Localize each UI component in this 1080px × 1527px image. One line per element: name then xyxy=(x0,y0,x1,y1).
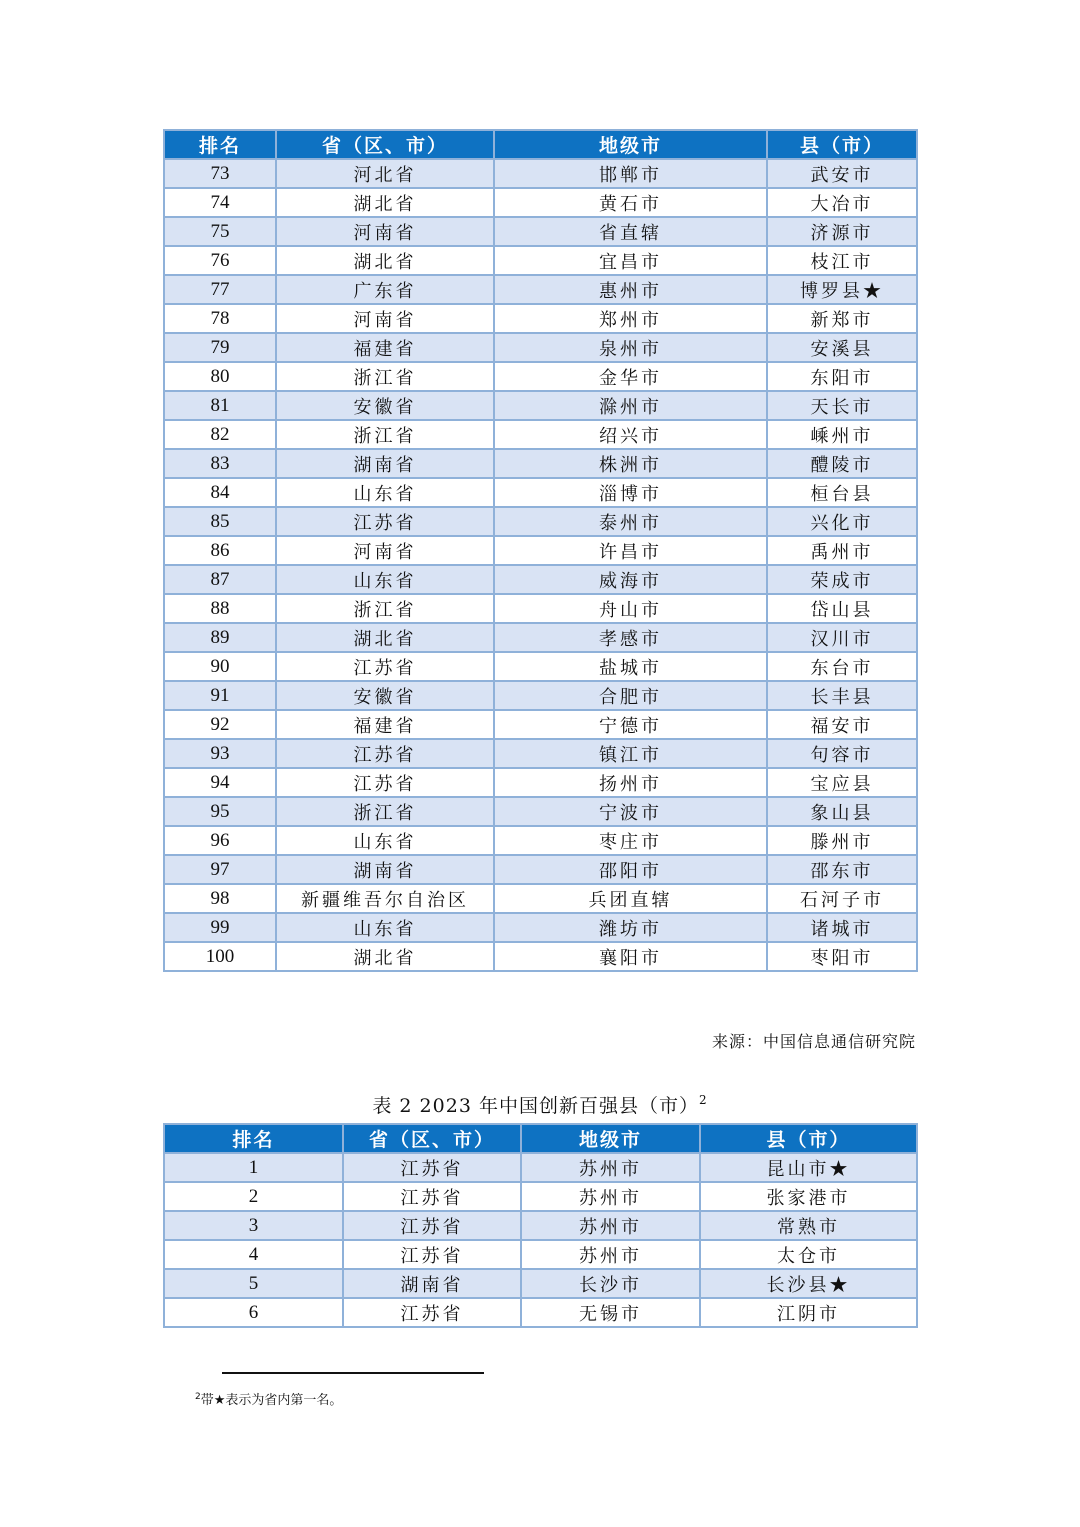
province-cell: 河南省 xyxy=(276,536,494,565)
county-cell: 枣阳市 xyxy=(767,942,917,971)
table-row xyxy=(164,1298,917,1327)
rank-cell: 6 xyxy=(164,1298,343,1327)
county-cell: 济源市 xyxy=(767,217,917,246)
table-row xyxy=(164,855,917,884)
footnote-marker: 2 xyxy=(195,1392,201,1402)
header-county: 县（市） xyxy=(767,130,917,159)
province-cell: 湖北省 xyxy=(276,942,494,971)
county-cell: 新郑市 xyxy=(767,304,917,333)
prefecture-city-cell: 兵团直辖 xyxy=(494,884,767,913)
prefecture-city-cell: 宁德市 xyxy=(494,710,767,739)
prefecture-city-cell: 合肥市 xyxy=(494,681,767,710)
rank-cell: 96 xyxy=(164,826,276,855)
prefecture-city-cell: 苏州市 xyxy=(521,1182,700,1211)
table-row xyxy=(164,333,917,362)
table-row xyxy=(164,420,917,449)
prefecture-city-cell: 滁州市 xyxy=(494,391,767,420)
province-cell: 湖南省 xyxy=(276,449,494,478)
rank-cell: 86 xyxy=(164,536,276,565)
header-rank: 排名 xyxy=(164,130,276,159)
prefecture-city-cell: 省直辖 xyxy=(494,217,767,246)
table-row xyxy=(164,391,917,420)
source-note: 来源：中国信息通信研究院 xyxy=(711,1032,916,1051)
prefecture-city-cell: 扬州市 xyxy=(494,768,767,797)
county-cell: 长沙县★ xyxy=(700,1269,917,1298)
table-row xyxy=(164,942,917,971)
province-cell: 湖北省 xyxy=(276,246,494,275)
province-cell: 河南省 xyxy=(276,304,494,333)
footnote-text: 带★表示为省内第一名。 xyxy=(200,1393,343,1408)
province-cell: 湖北省 xyxy=(276,623,494,652)
county-cell: 邵东市 xyxy=(767,855,917,884)
table-row xyxy=(164,246,917,275)
prefecture-city-cell: 苏州市 xyxy=(521,1153,700,1182)
county-cell: 福安市 xyxy=(767,710,917,739)
county-ranking-table-73-100 xyxy=(163,129,918,972)
table-header-row xyxy=(164,130,917,159)
table-row xyxy=(164,362,917,391)
prefecture-city-cell: 威海市 xyxy=(494,565,767,594)
prefecture-city-cell: 无锡市 xyxy=(521,1298,700,1327)
province-cell: 山东省 xyxy=(276,478,494,507)
rank-cell: 84 xyxy=(164,478,276,507)
table-row xyxy=(164,1240,917,1269)
prefecture-city-cell: 长沙市 xyxy=(521,1269,700,1298)
county-cell: 兴化市 xyxy=(767,507,917,536)
prefecture-city-cell: 盐城市 xyxy=(494,652,767,681)
prefecture-city-cell: 襄阳市 xyxy=(494,942,767,971)
table-row xyxy=(164,1153,917,1182)
county-cell: 天长市 xyxy=(767,391,917,420)
prefecture-city-cell: 金华市 xyxy=(494,362,767,391)
table-row xyxy=(164,768,917,797)
province-cell: 浙江省 xyxy=(276,594,494,623)
province-cell: 江苏省 xyxy=(343,1211,521,1240)
county-cell: 枝江市 xyxy=(767,246,917,275)
province-cell: 江苏省 xyxy=(276,739,494,768)
rank-cell: 75 xyxy=(164,217,276,246)
rank-cell: 3 xyxy=(164,1211,343,1240)
rank-cell: 94 xyxy=(164,768,276,797)
province-cell: 浙江省 xyxy=(276,420,494,449)
table-row xyxy=(164,884,917,913)
prefecture-city-cell: 舟山市 xyxy=(494,594,767,623)
table-row xyxy=(164,681,917,710)
rank-cell: 88 xyxy=(164,594,276,623)
rank-cell: 78 xyxy=(164,304,276,333)
county-cell: 博罗县★ xyxy=(767,275,917,304)
table-row xyxy=(164,536,917,565)
province-cell: 湖北省 xyxy=(276,188,494,217)
province-cell: 河南省 xyxy=(276,217,494,246)
rank-cell: 91 xyxy=(164,681,276,710)
rank-cell: 100 xyxy=(164,942,276,971)
rank-cell: 89 xyxy=(164,623,276,652)
rank-cell: 73 xyxy=(164,159,276,188)
header-province: 省（区、市） xyxy=(276,130,494,159)
rank-cell: 97 xyxy=(164,855,276,884)
table-row xyxy=(164,449,917,478)
province-cell: 江苏省 xyxy=(343,1182,521,1211)
province-cell: 广东省 xyxy=(276,275,494,304)
rank-cell: 77 xyxy=(164,275,276,304)
rank-cell: 92 xyxy=(164,710,276,739)
header-province: 省（区、市） xyxy=(343,1124,521,1153)
county-cell: 长丰县 xyxy=(767,681,917,710)
rank-cell: 79 xyxy=(164,333,276,362)
prefecture-city-cell: 泰州市 xyxy=(494,507,767,536)
province-cell: 安徽省 xyxy=(276,681,494,710)
footnote xyxy=(195,1389,342,1408)
province-cell: 河北省 xyxy=(276,159,494,188)
prefecture-city-cell: 潍坊市 xyxy=(494,913,767,942)
table-row xyxy=(164,652,917,681)
county-cell: 滕州市 xyxy=(767,826,917,855)
province-cell: 新疆维吾尔自治区 xyxy=(276,884,494,913)
province-cell: 湖南省 xyxy=(343,1269,521,1298)
table-row xyxy=(164,507,917,536)
table-row xyxy=(164,304,917,333)
rank-cell: 95 xyxy=(164,797,276,826)
county-cell: 汉川市 xyxy=(767,623,917,652)
rank-cell: 82 xyxy=(164,420,276,449)
prefecture-city-cell: 郑州市 xyxy=(494,304,767,333)
county-cell: 江阴市 xyxy=(700,1298,917,1327)
prefecture-city-cell: 宜昌市 xyxy=(494,246,767,275)
rank-cell: 4 xyxy=(164,1240,343,1269)
province-cell: 江苏省 xyxy=(343,1240,521,1269)
table-row xyxy=(164,913,917,942)
prefecture-city-cell: 邯郸市 xyxy=(494,159,767,188)
rank-cell: 74 xyxy=(164,188,276,217)
prefecture-city-cell: 苏州市 xyxy=(521,1211,700,1240)
table-row xyxy=(164,710,917,739)
rank-cell: 5 xyxy=(164,1269,343,1298)
rank-cell: 87 xyxy=(164,565,276,594)
county-cell: 宝应县 xyxy=(767,768,917,797)
province-cell: 福建省 xyxy=(276,710,494,739)
table-row xyxy=(164,1269,917,1298)
province-cell: 江苏省 xyxy=(276,507,494,536)
province-cell: 山东省 xyxy=(276,565,494,594)
county-cell: 象山县 xyxy=(767,797,917,826)
province-cell: 山东省 xyxy=(276,826,494,855)
rank-cell: 85 xyxy=(164,507,276,536)
county-cell: 大冶市 xyxy=(767,188,917,217)
county-cell: 安溪县 xyxy=(767,333,917,362)
header-prefecture-city: 地级市 xyxy=(494,130,767,159)
prefecture-city-cell: 绍兴市 xyxy=(494,420,767,449)
province-cell: 浙江省 xyxy=(276,362,494,391)
rank-cell: 2 xyxy=(164,1182,343,1211)
province-cell: 浙江省 xyxy=(276,797,494,826)
prefecture-city-cell: 邵阳市 xyxy=(494,855,767,884)
county-cell: 武安市 xyxy=(767,159,917,188)
table-row xyxy=(164,594,917,623)
prefecture-city-cell: 黄石市 xyxy=(494,188,767,217)
prefecture-city-cell: 淄博市 xyxy=(494,478,767,507)
county-cell: 昆山市★ xyxy=(700,1153,917,1182)
prefecture-city-cell: 许昌市 xyxy=(494,536,767,565)
rank-cell: 93 xyxy=(164,739,276,768)
county-cell: 石河子市 xyxy=(767,884,917,913)
caption-text: 表 2 2023 年中国创新百强县（市） xyxy=(372,1095,699,1117)
table-row xyxy=(164,275,917,304)
county-cell: 嵊州市 xyxy=(767,420,917,449)
prefecture-city-cell: 孝感市 xyxy=(494,623,767,652)
header-prefecture-city: 地级市 xyxy=(521,1124,700,1153)
rank-cell: 83 xyxy=(164,449,276,478)
county-cell: 常熟市 xyxy=(700,1211,917,1240)
table-row xyxy=(164,159,917,188)
prefecture-city-cell: 株洲市 xyxy=(494,449,767,478)
county-ranking-table-1-6 xyxy=(163,1123,918,1328)
province-cell: 湖南省 xyxy=(276,855,494,884)
county-cell: 张家港市 xyxy=(700,1182,917,1211)
county-cell: 岱山县 xyxy=(767,594,917,623)
county-cell: 荣成市 xyxy=(767,565,917,594)
table-row xyxy=(164,565,917,594)
county-cell: 禹州市 xyxy=(767,536,917,565)
prefecture-city-cell: 宁波市 xyxy=(494,797,767,826)
header-county: 县（市） xyxy=(700,1124,917,1153)
table-row xyxy=(164,1182,917,1211)
rank-cell: 1 xyxy=(164,1153,343,1182)
table-caption xyxy=(0,1091,1080,1118)
county-cell: 太仓市 xyxy=(700,1240,917,1269)
table-header-row xyxy=(164,1124,917,1153)
table-row xyxy=(164,623,917,652)
province-cell: 江苏省 xyxy=(343,1153,521,1182)
county-cell: 诸城市 xyxy=(767,913,917,942)
table-row xyxy=(164,478,917,507)
province-cell: 山东省 xyxy=(276,913,494,942)
table-row xyxy=(164,1211,917,1240)
rank-cell: 80 xyxy=(164,362,276,391)
province-cell: 江苏省 xyxy=(276,768,494,797)
prefecture-city-cell: 苏州市 xyxy=(521,1240,700,1269)
province-cell: 福建省 xyxy=(276,333,494,362)
table-row xyxy=(164,797,917,826)
province-cell: 江苏省 xyxy=(276,652,494,681)
table-row xyxy=(164,188,917,217)
footnote-divider xyxy=(222,1372,484,1374)
prefecture-city-cell: 镇江市 xyxy=(494,739,767,768)
caption-footnote-marker: 2 xyxy=(698,1093,708,1107)
prefecture-city-cell: 枣庄市 xyxy=(494,826,767,855)
county-cell: 东台市 xyxy=(767,652,917,681)
table-row xyxy=(164,826,917,855)
rank-cell: 98 xyxy=(164,884,276,913)
province-cell: 江苏省 xyxy=(343,1298,521,1327)
prefecture-city-cell: 泉州市 xyxy=(494,333,767,362)
province-cell: 安徽省 xyxy=(276,391,494,420)
county-cell: 桓台县 xyxy=(767,478,917,507)
rank-cell: 90 xyxy=(164,652,276,681)
header-rank: 排名 xyxy=(164,1124,343,1153)
county-cell: 句容市 xyxy=(767,739,917,768)
table-row xyxy=(164,739,917,768)
rank-cell: 76 xyxy=(164,246,276,275)
table-row xyxy=(164,217,917,246)
rank-cell: 99 xyxy=(164,913,276,942)
rank-cell: 81 xyxy=(164,391,276,420)
county-cell: 东阳市 xyxy=(767,362,917,391)
prefecture-city-cell: 惠州市 xyxy=(494,275,767,304)
county-cell: 醴陵市 xyxy=(767,449,917,478)
